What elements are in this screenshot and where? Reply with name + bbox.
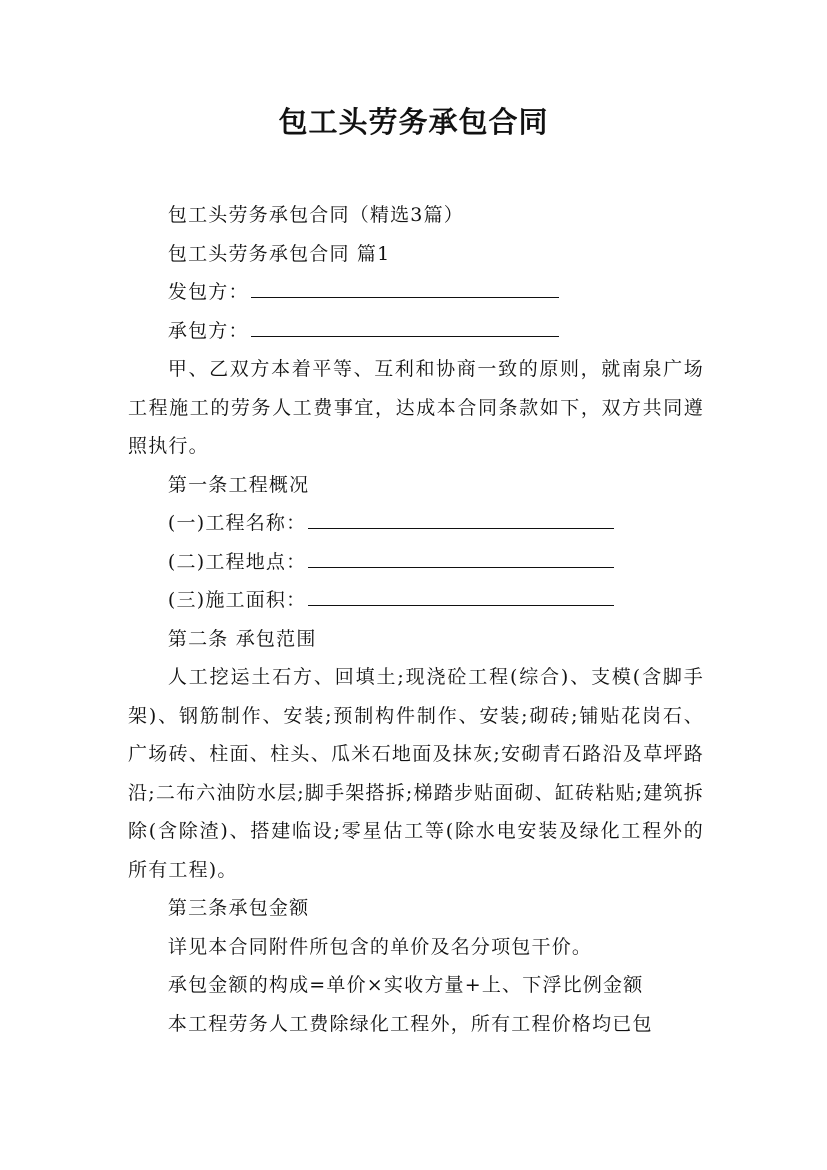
project-name-label: (一)工程名称： — [167, 512, 307, 534]
construction-area-row — [128, 581, 704, 620]
party-b-label: 承包方： — [167, 319, 249, 342]
article3-paragraph-1: 详见本合同附件所包含的单价及名分项包干价。 — [167, 935, 593, 958]
section-heading: 包工头劳务承包合同 篇1 — [167, 242, 391, 265]
construction-area-blank-line — [308, 604, 614, 606]
project-name-row — [128, 504, 704, 543]
project-location-row — [128, 543, 704, 582]
article2-paragraph: 人工挖运土石方、回填土;现浇砼工程(综合)、支模(含脚手架)、钢筋制作、安装;预制构件制作、安装;砌砖;铺贴花岗石、广场砖、柱面、柱头、瓜米石地面及抹灰;安砌青石路沿及草坪路沿;二布六油防水层;脚手架搭拆;梯踏步贴面砌、缸砖粘贴;建筑拆除(含除渣)、搭建临设;零星估工等(除水电安装及绿化工程外的所有工程)。 — [128, 666, 704, 881]
article3-paragraph-3: 本工程劳务人工费除绿化工程外，所有工程价格均已包 — [167, 1012, 653, 1035]
document-body — [128, 196, 704, 1043]
project-location-label: (二)工程地点： — [167, 550, 307, 573]
party-b-blank-line — [251, 335, 559, 337]
party-a-blank-line — [251, 296, 559, 298]
party-a-row — [128, 273, 704, 312]
intro-paragraph: 甲、乙双方本着平等、互利和协商一致的原则，就南泉广场工程施工的劳务人工费事宜，达成本合同条款如下，双方共同遵照执行。 — [128, 358, 704, 457]
article1-heading: 第一条工程概况 — [167, 473, 310, 496]
party-a-label: 发包方： — [167, 281, 249, 303]
article3-heading: 第三条承包金额 — [167, 897, 310, 919]
party-b-row — [128, 312, 704, 351]
article3-paragraph-2: 承包金额的构成=单价×实收方量+上、下浮比例金额 — [167, 974, 644, 996]
project-location-blank-line — [308, 566, 614, 568]
article2-heading: 第二条 承包范围 — [167, 627, 317, 650]
document-title: 包工头劳务承包合同 — [278, 105, 549, 139]
project-name-blank-line — [308, 527, 614, 529]
construction-area-label: (三)施工面积： — [167, 589, 307, 611]
document-subtitle: 包工头劳务承包合同（精选3篇） — [167, 204, 464, 226]
